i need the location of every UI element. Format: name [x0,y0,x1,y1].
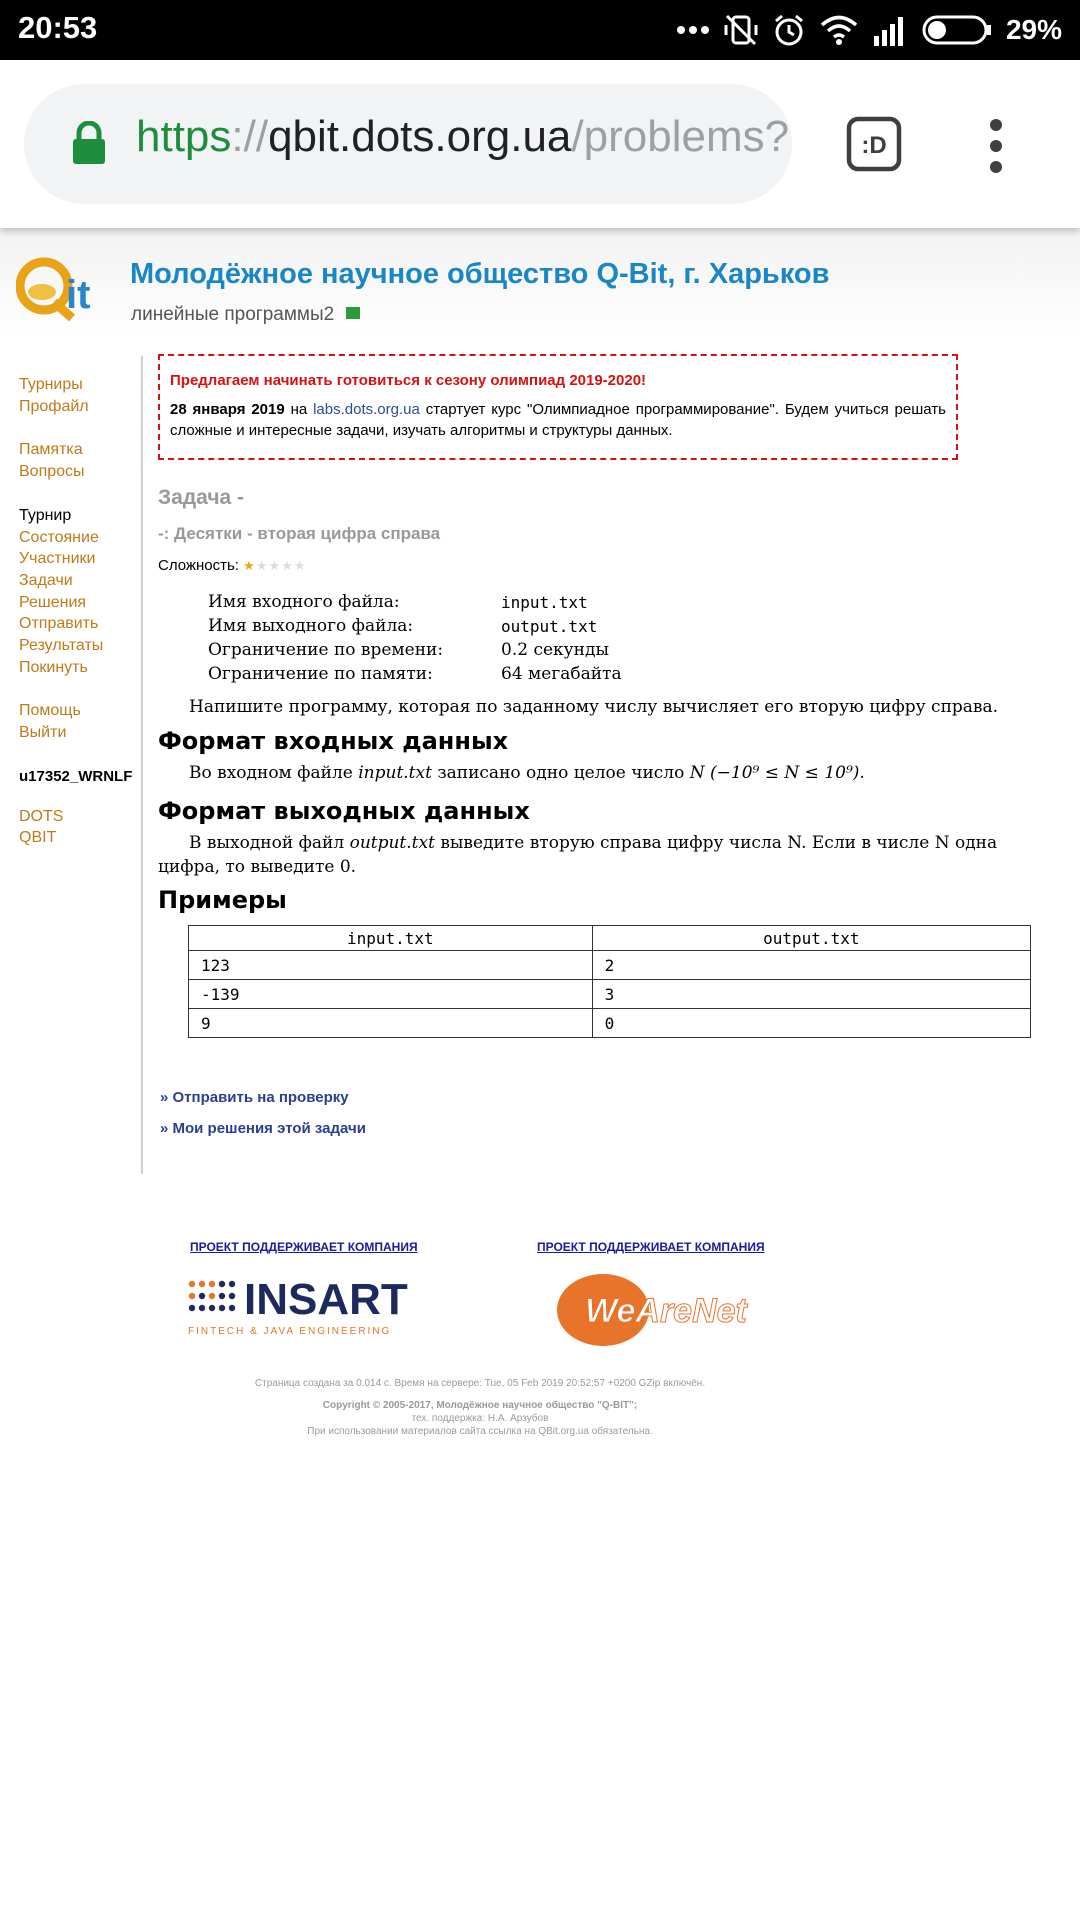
vibrate-off-icon [724,13,758,47]
info-value: input.txt [501,592,588,612]
examples-table [188,925,1031,1038]
sidebar-divider [141,356,143,1174]
output-text-b: выведите вторую справа цифру числа [440,833,782,853]
extension-label: :D [861,132,887,159]
browser-menu-icon[interactable] [980,116,1012,176]
subtitle-text: линейные программы2 [131,304,335,325]
info-value: 0.2 секунды [501,640,609,660]
example-output: 2 [592,951,1030,980]
info-row [208,614,622,638]
sidebar-item-results[interactable]: Результаты [19,637,104,655]
site-header [0,228,1080,340]
output-text-d: N одна [934,833,998,853]
announcement-date: 28 января 2019 [170,401,285,418]
info-value: output.txt [501,616,598,636]
output-file: output.txt [349,833,435,853]
output-format-text-2: цифра, то выведите 0. [158,857,357,877]
battery-percent: 29% [1005,14,1062,45]
sponsor-label-wearenet[interactable]: ПРОЕКТ ПОДДЕРЖИВАЕТ КОМПАНИЯ [537,1240,765,1254]
table-row [189,980,1031,1009]
table-header-row [189,926,1031,951]
output-format-heading: Формат выходных данных [158,797,530,825]
sidebar-item-profile[interactable]: Профайл [19,397,89,415]
sidebar-item-status[interactable]: Состояние [19,528,99,546]
announcement-body [170,399,946,441]
input-file: input.txt [358,763,432,783]
info-key: Ограничение по памяти: [208,664,433,684]
difficulty-label: Сложность: [158,557,239,574]
extension-button[interactable] [846,116,902,172]
alarm-icon [772,13,806,47]
sidebar-item-qbit[interactable]: QBIT [19,829,57,847]
sidebar-item-tournaments[interactable]: Турниры [19,376,83,393]
info-row [208,638,622,662]
example-input: 123 [189,951,593,980]
lock-icon [72,121,106,170]
info-key: Ограничение по времени: [208,640,444,660]
my-solutions-link[interactable]: » Мои решения этой задачи [160,1120,366,1137]
more-dots-icon [676,25,710,35]
wearenet-name: WeAreNet [585,1292,747,1330]
problem-title: Задача - [158,486,245,509]
sidebar-item-memo[interactable]: Памятка [19,441,83,459]
problem-statement: Напишите программу, которая по заданному числу вычисляет его вторую цифру справа. [189,697,999,717]
table-row [189,1009,1031,1038]
footer-notice: При использовании материалов сайта ссылка на QBit.org.ua обязательна. [307,1426,653,1437]
rss-icon[interactable] [346,307,360,319]
input-constraint: N (−10⁹ ≤ N ≤ 10⁹). [689,763,865,783]
wifi-icon [820,14,858,46]
sidebar-item-logout[interactable]: Выйти [19,724,67,742]
info-row [208,662,622,686]
star-icon: ★ [243,558,255,574]
input-text-a: Во входном файле [189,763,353,783]
input-format-heading: Формат входных данных [158,727,509,755]
url-host: qbit.dots.org.ua [268,112,572,161]
info-key: Имя входного файла: [208,592,400,612]
example-output: 3 [592,980,1030,1009]
status-time: 20:53 [18,10,98,45]
column-header-output: output.txt [592,926,1030,951]
footer-support: тех. поддержка: Н.А. Арзубов [411,1413,549,1424]
battery-icon [922,14,992,46]
sidebar-item-problems[interactable]: Задачи [19,571,73,589]
output-text-c: N. Если в числе [787,833,930,853]
star-icon: ★ [268,558,281,574]
info-key: Имя выходного файла: [208,616,414,636]
insart-name: INSART [244,1275,408,1324]
announcement-box [158,354,958,460]
svg-text:it: it [66,273,91,317]
address-bar[interactable] [24,84,792,204]
difficulty [158,557,305,574]
sponsor-label-insart[interactable]: ПРОЕКТ ПОДДЕРЖИВАЕТ КОМПАНИЯ [190,1240,418,1254]
star-icon: ★ [255,558,268,574]
input-format-text [189,763,865,783]
star-icon: ★ [281,558,293,574]
footer-copyright: Copyright © 2005-2017, Молодёжное научное общество "Q-BIT"; [322,1400,638,1411]
sidebar-item-participants[interactable]: Участники [19,550,96,568]
output-text-a: В выходной файл [189,833,345,853]
announcement-text: стартует курс "Олимпиадное программирование". Будем учиться решать сложные и интересные задачи, изучать алгоритмы и структуры данных. [170,401,946,439]
qbit-logo[interactable] [16,252,116,328]
example-input: 9 [189,1009,593,1038]
tournament-subtitle [131,304,360,326]
example-output: 0 [592,1009,1030,1038]
announcement-on: на [290,401,308,418]
announcement-title: Предлагаем начинать готовиться к сезону олимпиад 2019-2020! [170,372,647,389]
submit-solution-link[interactable]: » Отправить на проверку [160,1089,349,1106]
sidebar-item-solutions[interactable]: Решения [19,593,87,611]
wearenet-logo[interactable] [555,1268,751,1348]
problem-info-table [208,590,622,686]
sidebar-item-submit[interactable]: Отправить [19,615,99,633]
input-text-b: записано одно целое число [437,763,685,783]
table-row [189,951,1031,980]
column-header-input: input.txt [189,926,593,951]
site-title[interactable]: Молодёжное научное общество Q-Bit, г. Харьков [130,258,830,290]
sidebar-item-tournament-current: Турнир [19,506,72,524]
url-separator: :// [231,112,269,161]
sidebar-nav [19,374,139,871]
sidebar-item-dots[interactable]: DOTS [19,807,64,825]
sidebar-item-leave[interactable]: Покинуть [19,658,88,676]
sidebar-username: u17352_WRNLF [19,767,133,785]
problem-links [160,1082,366,1144]
info-row [208,590,622,614]
url-text[interactable] [136,112,789,162]
url-path: /problems? [571,112,790,161]
difficulty-stars [243,558,305,574]
insart-logo[interactable] [188,1274,428,1338]
problem-subtitle: -: Десятки - вторая цифра справа [158,524,441,543]
examples-heading: Примеры [158,886,287,914]
info-value: 64 мегабайта [501,664,622,684]
star-icon: ★ [293,558,306,574]
browser-toolbar [0,60,1080,228]
sidebar-item-questions[interactable]: Вопросы [19,463,85,481]
output-format-text [189,833,997,853]
sidebar-item-help[interactable]: Помощь [19,702,81,720]
footer-generation-time: Страница создана за 0.014 с. Время на сервере: Tue, 05 Feb 2019 20:52:57 +0200 GZip включён. [254,1378,706,1389]
signal-icon [872,14,908,46]
example-input: -139 [189,980,593,1009]
url-scheme: https [136,112,232,161]
insart-tagline: FINTECH & JAVA ENGINEERING [188,1326,392,1337]
status-bar [0,0,1080,60]
announcement-link[interactable]: labs.dots.org.ua [313,401,420,418]
